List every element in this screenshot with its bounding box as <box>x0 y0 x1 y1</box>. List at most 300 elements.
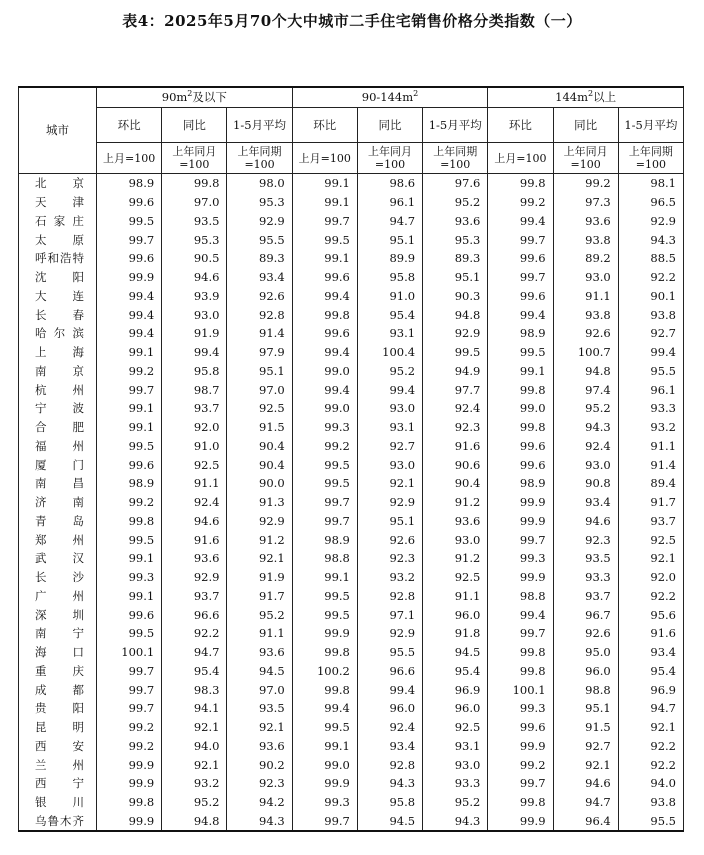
small-ytd-cell: 92.6 <box>227 287 292 306</box>
small-mom-cell: 99.9 <box>97 755 162 774</box>
city-cell: 福 州 <box>19 437 97 456</box>
medium-ytd-cell: 96.9 <box>423 680 488 699</box>
small-ytd-cell: 98.0 <box>227 174 292 193</box>
large-mom-cell: 99.9 <box>488 512 553 531</box>
small-yoy-cell: 93.5 <box>162 212 227 231</box>
large-mom-cell: 99.8 <box>488 793 553 812</box>
large-mom-cell: 99.5 <box>488 343 553 362</box>
table-row <box>19 268 684 287</box>
small-yoy-cell: 93.9 <box>162 287 227 306</box>
large-mom-cell: 98.9 <box>488 324 553 343</box>
large-mom-cell: 99.9 <box>488 493 553 512</box>
subheader-ytd-avg: 1-5月平均 <box>618 108 683 143</box>
small-ytd-cell: 91.5 <box>227 418 292 437</box>
small-mom-cell: 99.6 <box>97 249 162 268</box>
large-ytd-cell: 95.5 <box>618 812 683 832</box>
medium-ytd-cell: 95.2 <box>423 793 488 812</box>
medium-yoy-cell: 95.1 <box>357 230 422 249</box>
medium-mom-cell: 99.8 <box>292 305 357 324</box>
medium-mom-cell: 99.3 <box>292 418 357 437</box>
city-cell: 南 宁 <box>19 624 97 643</box>
medium-mom-cell: 99.4 <box>292 699 357 718</box>
table-row <box>19 530 684 549</box>
large-ytd-cell: 95.5 <box>618 362 683 381</box>
small-mom-cell: 99.1 <box>97 343 162 362</box>
city-cell: 北 京 <box>19 174 97 193</box>
medium-yoy-cell: 92.8 <box>357 755 422 774</box>
table-row <box>19 493 684 512</box>
large-ytd-cell: 92.1 <box>618 549 683 568</box>
medium-yoy-cell: 95.2 <box>357 362 422 381</box>
subheader-mom: 环比 <box>488 108 553 143</box>
medium-ytd-cell: 95.2 <box>423 193 488 212</box>
large-mom-cell: 99.1 <box>488 362 553 381</box>
medium-yoy-cell: 99.4 <box>357 680 422 699</box>
medium-yoy-cell: 95.8 <box>357 793 422 812</box>
city-cell: 贵 阳 <box>19 699 97 718</box>
large-yoy-cell: 92.1 <box>553 755 618 774</box>
small-ytd-cell: 97.9 <box>227 343 292 362</box>
small-yoy-cell: 92.9 <box>162 568 227 587</box>
medium-yoy-cell: 95.5 <box>357 643 422 662</box>
small-mom-cell: 99.7 <box>97 699 162 718</box>
medium-mom-cell: 99.0 <box>292 362 357 381</box>
small-yoy-cell: 92.1 <box>162 718 227 737</box>
large-ytd-cell: 92.2 <box>618 737 683 756</box>
medium-yoy-cell: 92.7 <box>357 437 422 456</box>
small-yoy-cell: 93.0 <box>162 305 227 324</box>
medium-ytd-cell: 91.8 <box>423 624 488 643</box>
city-cell: 昆 明 <box>19 718 97 737</box>
small-mom-cell: 99.2 <box>97 493 162 512</box>
small-yoy-cell: 95.3 <box>162 230 227 249</box>
city-cell: 青 岛 <box>19 512 97 531</box>
small-mom-cell: 99.8 <box>97 793 162 812</box>
small-yoy-cell: 94.6 <box>162 268 227 287</box>
medium-ytd-cell: 95.1 <box>423 268 488 287</box>
large-yoy-cell: 95.0 <box>553 643 618 662</box>
small-mom-cell: 98.9 <box>97 174 162 193</box>
large-mom-cell: 99.8 <box>488 174 553 193</box>
medium-mom-cell: 99.2 <box>292 437 357 456</box>
medium-yoy-cell: 96.0 <box>357 699 422 718</box>
city-cell: 天 津 <box>19 193 97 212</box>
medium-mom-cell: 99.9 <box>292 774 357 793</box>
small-mom-cell: 99.6 <box>97 605 162 624</box>
small-ytd-cell: 90.2 <box>227 755 292 774</box>
medium-yoy-cell: 99.4 <box>357 380 422 399</box>
small-mom-cell: 99.7 <box>97 662 162 681</box>
small-mom-cell: 99.6 <box>97 193 162 212</box>
large-yoy-cell: 94.7 <box>553 793 618 812</box>
large-ytd-cell: 92.2 <box>618 587 683 606</box>
base-label: 上月=100 <box>292 143 357 174</box>
large-ytd-cell: 92.0 <box>618 568 683 587</box>
city-cell: 石 家 庄 <box>19 212 97 231</box>
city-cell: 长 沙 <box>19 568 97 587</box>
large-ytd-cell: 88.5 <box>618 249 683 268</box>
large-ytd-cell: 94.7 <box>618 699 683 718</box>
city-cell: 杭 州 <box>19 380 97 399</box>
medium-yoy-cell: 92.3 <box>357 549 422 568</box>
city-cell: 上 海 <box>19 343 97 362</box>
large-mom-cell: 99.6 <box>488 249 553 268</box>
medium-ytd-cell: 91.2 <box>423 493 488 512</box>
large-mom-cell: 99.7 <box>488 774 553 793</box>
medium-ytd-cell: 92.5 <box>423 568 488 587</box>
medium-yoy-cell: 93.0 <box>357 399 422 418</box>
medium-mom-cell: 99.5 <box>292 230 357 249</box>
large-mom-cell: 98.9 <box>488 474 553 493</box>
city-cell: 武 汉 <box>19 549 97 568</box>
medium-mom-cell: 99.1 <box>292 568 357 587</box>
small-mom-cell: 98.9 <box>97 474 162 493</box>
table-header <box>19 87 684 174</box>
large-ytd-cell: 91.1 <box>618 437 683 456</box>
small-mom-cell: 99.4 <box>97 287 162 306</box>
price-index-table <box>18 86 684 832</box>
small-yoy-cell: 99.8 <box>162 174 227 193</box>
large-yoy-cell: 96.0 <box>553 662 618 681</box>
table-row <box>19 399 684 418</box>
base-label: 上年同月=100 <box>553 143 618 174</box>
city-cell: 海 口 <box>19 643 97 662</box>
medium-mom-cell: 100.2 <box>292 662 357 681</box>
medium-mom-cell: 99.7 <box>292 512 357 531</box>
small-ytd-cell: 91.2 <box>227 530 292 549</box>
large-ytd-cell: 92.5 <box>618 530 683 549</box>
table-row <box>19 680 684 699</box>
medium-ytd-cell: 95.4 <box>423 662 488 681</box>
large-ytd-cell: 96.1 <box>618 380 683 399</box>
medium-yoy-cell: 94.7 <box>357 212 422 231</box>
table-row <box>19 755 684 774</box>
city-cell: 重 庆 <box>19 662 97 681</box>
large-yoy-cell: 100.7 <box>553 343 618 362</box>
table-row <box>19 230 684 249</box>
small-ytd-cell: 91.7 <box>227 587 292 606</box>
large-yoy-cell: 97.3 <box>553 193 618 212</box>
large-mom-cell: 98.8 <box>488 587 553 606</box>
large-mom-cell: 99.8 <box>488 662 553 681</box>
large-yoy-cell: 92.6 <box>553 624 618 643</box>
medium-mom-cell: 99.7 <box>292 212 357 231</box>
medium-yoy-cell: 95.8 <box>357 268 422 287</box>
medium-yoy-cell: 92.6 <box>357 530 422 549</box>
medium-mom-cell: 99.7 <box>292 493 357 512</box>
medium-ytd-cell: 90.4 <box>423 474 488 493</box>
small-mom-cell: 99.6 <box>97 455 162 474</box>
medium-ytd-cell: 93.3 <box>423 774 488 793</box>
medium-mom-cell: 99.5 <box>292 605 357 624</box>
large-mom-cell: 99.3 <box>488 549 553 568</box>
large-mom-cell: 99.2 <box>488 193 553 212</box>
medium-yoy-cell: 92.1 <box>357 474 422 493</box>
table-row <box>19 305 684 324</box>
small-yoy-cell: 92.5 <box>162 455 227 474</box>
large-yoy-cell: 93.0 <box>553 455 618 474</box>
medium-mom-cell: 99.5 <box>292 474 357 493</box>
medium-yoy-cell: 93.1 <box>357 324 422 343</box>
table-row <box>19 418 684 437</box>
group-header-small: $90m^2$及以下 <box>97 87 293 108</box>
large-mom-cell: 99.7 <box>488 268 553 287</box>
small-ytd-cell: 95.3 <box>227 193 292 212</box>
table-title: 表4：2025年5月70个大中城市二手住宅销售价格分类指数（一） <box>122 12 582 30</box>
small-mom-cell: 99.7 <box>97 680 162 699</box>
large-yoy-cell: 93.0 <box>553 268 618 287</box>
small-mom-cell: 99.5 <box>97 530 162 549</box>
medium-ytd-cell: 99.5 <box>423 343 488 362</box>
large-mom-cell: 99.6 <box>488 437 553 456</box>
city-cell: 合 肥 <box>19 418 97 437</box>
large-ytd-cell: 93.3 <box>618 399 683 418</box>
large-mom-cell: 99.9 <box>488 568 553 587</box>
large-mom-cell: 99.2 <box>488 755 553 774</box>
city-cell: 广 州 <box>19 587 97 606</box>
small-mom-cell: 99.5 <box>97 212 162 231</box>
city-cell: 大 连 <box>19 287 97 306</box>
medium-mom-cell: 99.3 <box>292 793 357 812</box>
base-label: 上年同期=100 <box>227 143 292 174</box>
medium-ytd-cell: 96.0 <box>423 699 488 718</box>
small-ytd-cell: 91.1 <box>227 624 292 643</box>
medium-mom-cell: 99.4 <box>292 343 357 362</box>
medium-yoy-cell: 93.4 <box>357 737 422 756</box>
small-mom-cell: 99.4 <box>97 324 162 343</box>
medium-ytd-cell: 97.7 <box>423 380 488 399</box>
medium-yoy-cell: 92.9 <box>357 493 422 512</box>
medium-ytd-cell: 92.9 <box>423 324 488 343</box>
medium-ytd-cell: 92.4 <box>423 399 488 418</box>
small-ytd-cell: 91.4 <box>227 324 292 343</box>
large-ytd-cell: 93.8 <box>618 793 683 812</box>
large-yoy-cell: 94.3 <box>553 418 618 437</box>
table-row <box>19 568 684 587</box>
large-mom-cell: 99.0 <box>488 399 553 418</box>
medium-ytd-cell: 94.3 <box>423 812 488 832</box>
small-mom-cell: 99.7 <box>97 230 162 249</box>
base-label: 上年同月=100 <box>162 143 227 174</box>
large-ytd-cell: 95.4 <box>618 662 683 681</box>
medium-yoy-cell: 92.9 <box>357 624 422 643</box>
medium-yoy-cell: 96.1 <box>357 193 422 212</box>
large-mom-cell: 99.6 <box>488 718 553 737</box>
small-yoy-cell: 93.2 <box>162 774 227 793</box>
medium-mom-cell: 99.5 <box>292 587 357 606</box>
medium-yoy-cell: 92.4 <box>357 718 422 737</box>
table-row <box>19 212 684 231</box>
large-yoy-cell: 95.1 <box>553 699 618 718</box>
large-mom-cell: 100.1 <box>488 680 553 699</box>
medium-ytd-cell: 91.1 <box>423 587 488 606</box>
small-mom-cell: 99.1 <box>97 587 162 606</box>
medium-yoy-cell: 98.6 <box>357 174 422 193</box>
city-cell: 西 宁 <box>19 774 97 793</box>
small-yoy-cell: 91.6 <box>162 530 227 549</box>
table-body <box>19 174 684 832</box>
city-cell: 银 川 <box>19 793 97 812</box>
city-cell: 南 昌 <box>19 474 97 493</box>
subheader-yoy: 同比 <box>357 108 422 143</box>
large-yoy-cell: 92.6 <box>553 324 618 343</box>
small-ytd-cell: 95.5 <box>227 230 292 249</box>
large-yoy-cell: 92.7 <box>553 737 618 756</box>
medium-mom-cell: 99.5 <box>292 718 357 737</box>
small-yoy-cell: 96.6 <box>162 605 227 624</box>
medium-ytd-cell: 91.2 <box>423 549 488 568</box>
large-yoy-cell: 93.5 <box>553 549 618 568</box>
medium-mom-cell: 98.8 <box>292 549 357 568</box>
medium-ytd-cell: 92.5 <box>423 718 488 737</box>
large-ytd-cell: 93.4 <box>618 643 683 662</box>
large-ytd-cell: 92.7 <box>618 324 683 343</box>
small-mom-cell: 99.8 <box>97 512 162 531</box>
small-yoy-cell: 94.0 <box>162 737 227 756</box>
large-ytd-cell: 94.0 <box>618 774 683 793</box>
city-cell: 济 南 <box>19 493 97 512</box>
medium-yoy-cell: 92.8 <box>357 587 422 606</box>
table-row <box>19 362 684 381</box>
large-mom-cell: 99.6 <box>488 287 553 306</box>
table-row <box>19 643 684 662</box>
small-ytd-cell: 92.9 <box>227 512 292 531</box>
small-yoy-cell: 94.8 <box>162 812 227 832</box>
large-mom-cell: 99.9 <box>488 737 553 756</box>
large-yoy-cell: 93.4 <box>553 493 618 512</box>
small-yoy-cell: 99.4 <box>162 343 227 362</box>
base-label: 上年同月=100 <box>357 143 422 174</box>
medium-yoy-cell: 94.5 <box>357 812 422 832</box>
subheader-mom: 环比 <box>97 108 162 143</box>
city-cell: 哈 尔 滨 <box>19 324 97 343</box>
medium-ytd-cell: 89.3 <box>423 249 488 268</box>
base-label: 上年同期=100 <box>618 143 683 174</box>
large-mom-cell: 99.7 <box>488 624 553 643</box>
large-mom-cell: 99.7 <box>488 230 553 249</box>
medium-ytd-cell: 94.9 <box>423 362 488 381</box>
medium-ytd-cell: 90.6 <box>423 455 488 474</box>
large-mom-cell: 99.9 <box>488 812 553 832</box>
medium-yoy-cell: 93.0 <box>357 455 422 474</box>
base-label: 上年同期=100 <box>423 143 488 174</box>
large-ytd-cell: 93.7 <box>618 512 683 531</box>
medium-mom-cell: 99.8 <box>292 680 357 699</box>
large-yoy-cell: 93.6 <box>553 212 618 231</box>
small-mom-cell: 99.7 <box>97 380 162 399</box>
table-row <box>19 455 684 474</box>
medium-ytd-cell: 92.3 <box>423 418 488 437</box>
small-yoy-cell: 91.0 <box>162 437 227 456</box>
medium-ytd-cell: 94.5 <box>423 643 488 662</box>
small-ytd-cell: 92.1 <box>227 549 292 568</box>
medium-ytd-cell: 90.3 <box>423 287 488 306</box>
medium-mom-cell: 99.4 <box>292 287 357 306</box>
table-row <box>19 437 684 456</box>
large-ytd-cell: 92.1 <box>618 718 683 737</box>
medium-mom-cell: 99.4 <box>292 380 357 399</box>
subheader-yoy: 同比 <box>162 108 227 143</box>
city-cell: 呼和浩特 <box>19 249 97 268</box>
city-cell: 成 都 <box>19 680 97 699</box>
small-ytd-cell: 90.4 <box>227 455 292 474</box>
table-row <box>19 774 684 793</box>
small-ytd-cell: 92.8 <box>227 305 292 324</box>
medium-ytd-cell: 93.1 <box>423 737 488 756</box>
large-mom-cell: 99.6 <box>488 455 553 474</box>
small-ytd-cell: 97.0 <box>227 380 292 399</box>
medium-yoy-cell: 94.3 <box>357 774 422 793</box>
small-ytd-cell: 93.5 <box>227 699 292 718</box>
small-ytd-cell: 97.0 <box>227 680 292 699</box>
large-yoy-cell: 94.6 <box>553 774 618 793</box>
large-ytd-cell: 90.1 <box>618 287 683 306</box>
large-mom-cell: 99.3 <box>488 699 553 718</box>
medium-ytd-cell: 97.6 <box>423 174 488 193</box>
small-yoy-cell: 98.3 <box>162 680 227 699</box>
small-yoy-cell: 95.2 <box>162 793 227 812</box>
large-mom-cell: 99.8 <box>488 643 553 662</box>
table-row <box>19 512 684 531</box>
small-ytd-cell: 92.1 <box>227 718 292 737</box>
group-header-large: $144m^2$以上 <box>488 87 684 108</box>
base-label: 上月=100 <box>488 143 553 174</box>
small-ytd-cell: 93.4 <box>227 268 292 287</box>
small-ytd-cell: 92.5 <box>227 399 292 418</box>
large-yoy-cell: 96.7 <box>553 605 618 624</box>
small-yoy-cell: 92.1 <box>162 755 227 774</box>
small-mom-cell: 99.5 <box>97 624 162 643</box>
small-mom-cell: 99.9 <box>97 774 162 793</box>
large-ytd-cell: 91.6 <box>618 624 683 643</box>
large-yoy-cell: 93.3 <box>553 568 618 587</box>
large-ytd-cell: 92.2 <box>618 268 683 287</box>
medium-yoy-cell: 95.1 <box>357 512 422 531</box>
medium-mom-cell: 99.1 <box>292 737 357 756</box>
table-row <box>19 474 684 493</box>
large-mom-cell: 99.8 <box>488 380 553 399</box>
small-ytd-cell: 94.5 <box>227 662 292 681</box>
medium-mom-cell: 99.6 <box>292 268 357 287</box>
table-row <box>19 174 684 193</box>
small-ytd-cell: 93.6 <box>227 737 292 756</box>
large-mom-cell: 99.8 <box>488 418 553 437</box>
large-ytd-cell: 91.7 <box>618 493 683 512</box>
medium-yoy-cell: 95.4 <box>357 305 422 324</box>
large-ytd-cell: 93.2 <box>618 418 683 437</box>
medium-ytd-cell: 95.3 <box>423 230 488 249</box>
large-yoy-cell: 98.8 <box>553 680 618 699</box>
table-row <box>19 699 684 718</box>
table-row <box>19 662 684 681</box>
small-mom-cell: 99.5 <box>97 437 162 456</box>
base-label: 上月=100 <box>97 143 162 174</box>
large-ytd-cell: 95.6 <box>618 605 683 624</box>
city-cell: 深 圳 <box>19 605 97 624</box>
small-mom-cell: 100.1 <box>97 643 162 662</box>
large-yoy-cell: 92.4 <box>553 437 618 456</box>
small-yoy-cell: 94.7 <box>162 643 227 662</box>
large-yoy-cell: 97.4 <box>553 380 618 399</box>
table-row <box>19 587 684 606</box>
small-mom-cell: 99.9 <box>97 812 162 832</box>
small-yoy-cell: 91.9 <box>162 324 227 343</box>
small-ytd-cell: 91.9 <box>227 568 292 587</box>
city-cell: 厦 门 <box>19 455 97 474</box>
small-yoy-cell: 95.4 <box>162 662 227 681</box>
large-yoy-cell: 90.8 <box>553 474 618 493</box>
city-cell: 长 春 <box>19 305 97 324</box>
